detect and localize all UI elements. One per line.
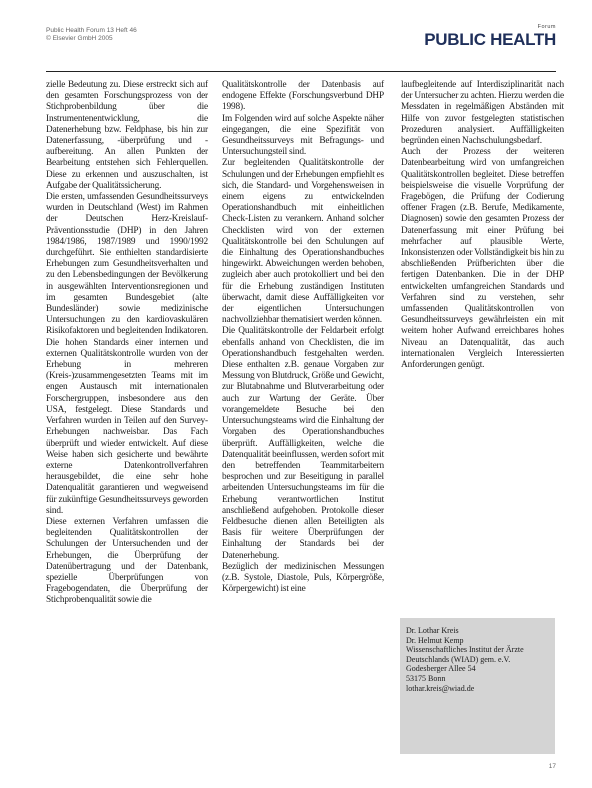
public-health-forum-logo [424,24,556,49]
contact-line: 53175 Bonn [406,673,446,683]
logo-forum-text: Forum [537,24,556,30]
page-number: 17 [548,763,556,770]
paragraph: Die Qualitätskontrolle der Feldarbeit erfolgt ebenfalls anhand von Checklisten, die im Operationshandbuch festgehalten werden. Diese enthalten z.B. genaue Vorgaben zur Messung von Blutdruck, Größe und Gewicht, zur Blutabnahme und Blutverarbeitung oder auch zur Wartung der Geräte. Über vorangemeldete Besuche bei den Untersuchungsteams wird die Einhaltung der Vorgaben des Operationshandbuches überprüft. Auffälligkeiten, welche die Datenqualität beeinflussen, werden sofort mit den betreffenden Teammitarbeitern besprochen und zur Beseitigung in parallel arbeitenden Untersuchungsteams im für die Erhebung verantwortlichen Institut anschließend aufgehoben. Protokolle dieser Feldbesuche dienen allen Beteiligten als Basis für weitere Überprüfungen der Einhaltung der Standards bei der Datenerhebung. [222,326,384,561]
header-rule [46,71,556,72]
paragraph: Zur begleitenden Qualitätskontrolle der Schulungen und der Erhebungen empfiehlt es sich, die Standard- und Vorgehensweisen in einem eigens zu entwickelnden Operationshandbuch mit einheitlichen Check-Listen zu verankern. Anhand solcher Checklisten wird von der externen Qualitätskontrolle bei den Schulungen auf die Einhaltung des Operationshandbuches hingewirkt. Abweichungen werden behoben, zugleich aber auch protokolliert und bei den für die Erhebung zuständigen Instituten überwacht, damit diese Auffälligkeiten vor der eigentlichen Untersuchungen nachvollziehbar thematisiert werden können. [222,158,384,326]
paragraph: Auch der Prozess der weiteren Datenbearbeitung wird von umfangreichen Qualitätskontrollen begleitet. Diese betreffen beispielsweise die visuelle Vorprüfung der Fragebögen, die Prüfung der Codierung offener Fragen (z.B. Berufe, Medikamente, Diagnosen) sowie den gesamten Prozess der Datenerfassung mit einer Prüfung bei mehrfacher auf plausible Werte, Inkonsistenzen oder Vollständigkeit bis hin zu abschließenden Prüfberichten über die fertigen Datenbanken. Die in der DHP entwickelten umfangreichen Standards und Verfahren sind zu verstehen, sehr umfassenden Qualitätskontrollen von Gesundheitssurveys gewährleisten ein mit weitem hoher Aufwand erreichbares hohes Niveau an Datenqualität, das auch internationalen Vergleich Interessierten Anforderungen genügt. [401,147,564,371]
logo-title: PUBLIC HEALTH [424,30,556,49]
journal-meta-line1: Public Health Forum 13 Heft 46 [46,27,137,34]
contact-line: Dr. Lothar Kreis [406,626,459,635]
contact-line: Godesberger Allee 54 [406,664,476,674]
column-1 [46,80,208,607]
paragraph: Im Folgenden wird auf solche Aspekte näher eingegangen, die eine Spezifität von Gesundheitssurveys mit Befragungs- und Untersuchungsteil sind. [222,113,384,158]
contact-line: Wissenschaftliches Institut der Ärzte [406,645,524,655]
paragraph: Bezüglich der medizinischen Messungen (z.B. Systole, Diastole, Puls, Körpergröße, Körpergewicht) ist eine [222,561,384,595]
paragraph: Qualitätskontrolle der Datenbasis auf endogene Effekte (Forschungsverbund DHP 1998). [222,80,384,113]
column-3 [401,80,564,371]
contact-email[interactable]: lothar.kreis@wiad.de [406,683,475,693]
contact-line: Deutschlands (WIAD) gem. e.V. [406,654,511,664]
paragraph: Diese externen Verfahren umfassen die begleitenden Qualitätskontrollen der Schulungen der Untersuchenden und der Erhebungen, die Überprüfung der Datenübertragung und der Datenbank, spezielle Überprüfungen von Fragebogendaten, die Überprüfung der Stichprobenqualität sowie die [46,516,208,606]
column-2 [222,80,384,595]
paragraph: laufbegleitende auf Interdisziplinarität nach der Untersucher zu achten. Hierzu werden die Messdaten in regelmäßigen Abständen mit Hilfe von zuvor festgelegten statistischen Prozeduren analysiert. Auffälligkeiten begründen einen Nachschulungsbedarf. [401,80,564,147]
contact-line: Dr. Helmut Kemp [406,635,464,645]
author-contact-box [400,618,555,754]
journal-meta [46,27,137,43]
paragraph: Die ersten, umfassenden Gesundheitssurveys wurden in Deutschland (West) im Rahmen der Deutschen Herz-Kreislauf-Präventionsstudie (DHP) in den Jahren 1984/1986, 1987/1989 und 1990/1992 durchgeführt. Sie enthielten standardisierte Erhebungen zum Gesundheitsverhalten und zu den Lebensbedingungen der Bevölkerung in ausgewählten Interventionsregionen und im gesamten Bundesgebiet (alte Bundesländer) sowie medizinische Untersuchungen zu den kardiovaskulären Risikofaktoren und begleitenden Indikatoren. Die hohen Standards einer internen und externen Qualitätskontrolle wurden von der Erhebung in mehreren (Kreis-)zusammengesetzten Teams mit im engen Austausch mit internationalen Forschergruppen, insbesondere aus den USA, festgelegt. Diese Standards und Verfahren wurden in Teilen auf den Survey-Erhebungen nachweisbar. Das Fach überprüft und wieder entwickelt. Auf diese Weise haben sich gesicherte und bewährte externe Datenkontrollverfahren herausgebildet, die eine sehr hohe Datenqualität garantieren und wegweisend für zukünftige Gesundheitssurveys geworden sind. [46,192,208,516]
paragraph: zielle Bedeutung zu. Diese erstreckt sich auf den gesamten Forschungsprozess von der Stichprobenbildung über die Instrumentenentwicklung, die Datenerhebung bzw. Feldphase, bis hin zur Datenerfassung, -überprüfung und -aufbereitung. An allen Punkten der Bearbeitung entstehen sich Fehlerquellen. Diese zu erkennen und auszuschalten, ist Aufgabe der Qualitätssicherung. [46,80,208,191]
journal-meta-line2: © Elsevier GmbH 2005 [46,35,113,42]
